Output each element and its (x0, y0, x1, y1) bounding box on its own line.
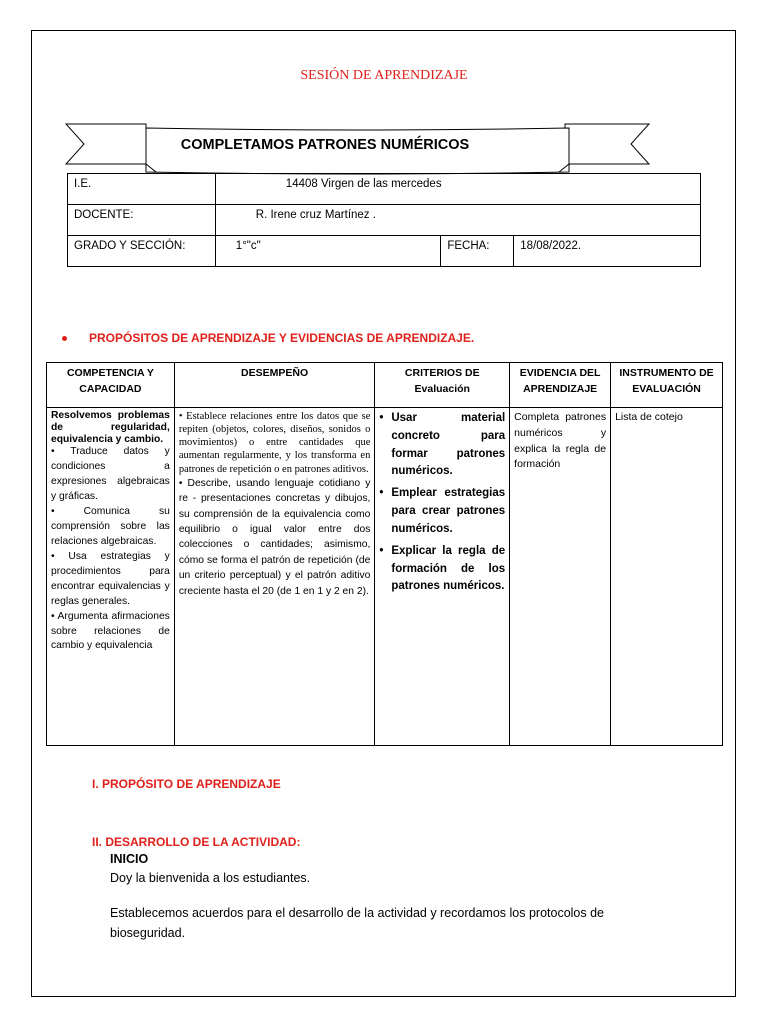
criterio-text-1: Usar material concreto para formar patrones numéricos. (391, 412, 506, 478)
ie-label: I.E. (68, 174, 216, 205)
docente-value: R. Irene cruz Martínez . (215, 205, 700, 236)
criterio-text-2: Emplear estrategias para crear patrones numéricos. (391, 487, 506, 535)
paragraph-acuerdos-2: bioseguridad. (110, 926, 186, 940)
cell-criterios (375, 408, 510, 746)
learning-table (46, 362, 723, 746)
header-evidencia: EVIDENCIA DEL APRENDIZAJE (510, 363, 611, 408)
criterio-item-1: • Usar material concreto para formar patrones numéricos. (379, 412, 506, 478)
cell-instrumento: Lista de cotejo (611, 408, 723, 746)
competencia-item-2: • Comunica su comprensión sobre las relaciones algebraicas. (51, 506, 170, 548)
section-desarrollo: II. DESARROLLO DE LA ACTIVIDAD: (92, 835, 301, 849)
section-proposito: I. PROPÓSITO DE APRENDIZAJE (92, 777, 281, 791)
header-instrumento: INSTRUMENTO DE EVALUACIÓN (611, 363, 723, 408)
criterio-item-2: • Emplear estrategias para crear patrones numéricos. (379, 487, 506, 535)
desempeno-1: • Establece relaciones entre los datos que se repiten (objetos, colores, diseños, sonidos o movimientos) o entre cantidades que aumentan regularmente, y los transforma en patrones de repetición o en patrones aditivos. (178, 411, 371, 475)
info-row-ie (68, 174, 701, 205)
info-row-docente (68, 205, 701, 236)
competencia-item-3: • Usa estrategias y procedimientos para encontrar equivalencias y reglas generales. (51, 550, 170, 607)
propositos-heading-text: PROPÓSITOS DE APRENDIZAJE Y EVIDENCIAS DE APRENDIZAJE. (89, 331, 475, 345)
learning-table-row (47, 408, 723, 746)
criterio-text-3: Explicar la regla de formación de los patrones numéricos. (391, 544, 506, 593)
header-criterios: CRITERIOS DE Evaluación (375, 363, 510, 408)
docente-label: DOCENTE: (68, 205, 216, 236)
page-title: SESIÓN DE APRENDIZAJE (300, 68, 468, 83)
competencia-item-1: • Traduce datos y condiciones a expresiones algebraicas y gráficas. (51, 446, 170, 503)
ie-value: 14408 Virgen de las mercedes (215, 174, 700, 205)
cell-desempeno (174, 408, 375, 746)
competencia-item-4: • Argumenta afirmaciones sobre relaciones de cambio y equivalencia (51, 610, 170, 652)
header-competencia: COMPETENCIA Y CAPACIDAD (47, 363, 175, 408)
grado-label: GRADO Y SECCIÓN: (68, 236, 216, 267)
inicio-label: INICIO (110, 852, 149, 866)
cell-competencia (47, 408, 175, 746)
grado-value: 1°"c" (215, 236, 441, 267)
cell-evidencia: Completa patrones numéricos y explica la regla de formación (510, 408, 611, 746)
banner-title: COMPLETAMOS PATRONES NUMÉRICOS (180, 137, 470, 153)
info-row-grado (68, 236, 701, 267)
header-desempeno: DESEMPEÑO (174, 363, 375, 408)
info-table (67, 173, 701, 267)
paragraph-acuerdos-1: Establecemos acuerdos para el desarrollo de la actividad y recordamos los protocolos de (110, 906, 605, 920)
fecha-label: FECHA: (441, 236, 514, 267)
competencia-lead: Resolvemos problemas de regularidad, equivalencia y cambio. (51, 410, 170, 445)
propositos-heading (62, 331, 474, 345)
bullet-icon (62, 336, 67, 341)
learning-table-header (47, 363, 723, 408)
fecha-value: 18/08/2022. (514, 236, 701, 267)
desempeno-2: • Describe, usando lenguaje cotidiano y re - presentaciones concretas y dibujos, su comprensión de la equivalencia como equilibrio o igual valor entre dos colecciones o cantidades; asimismo, cómo se forma el patrón de repetición (de un criterio perceptual) y el patrón aditivo creciente hasta el 20 (de 1 en 1 y 2 en 2). (178, 477, 371, 597)
paragraph-bienvenida: Doy la bienvenida a los estudiantes. (110, 871, 311, 885)
criterio-item-3: • Explicar la regla de formación de los patrones numéricos. (379, 544, 506, 593)
